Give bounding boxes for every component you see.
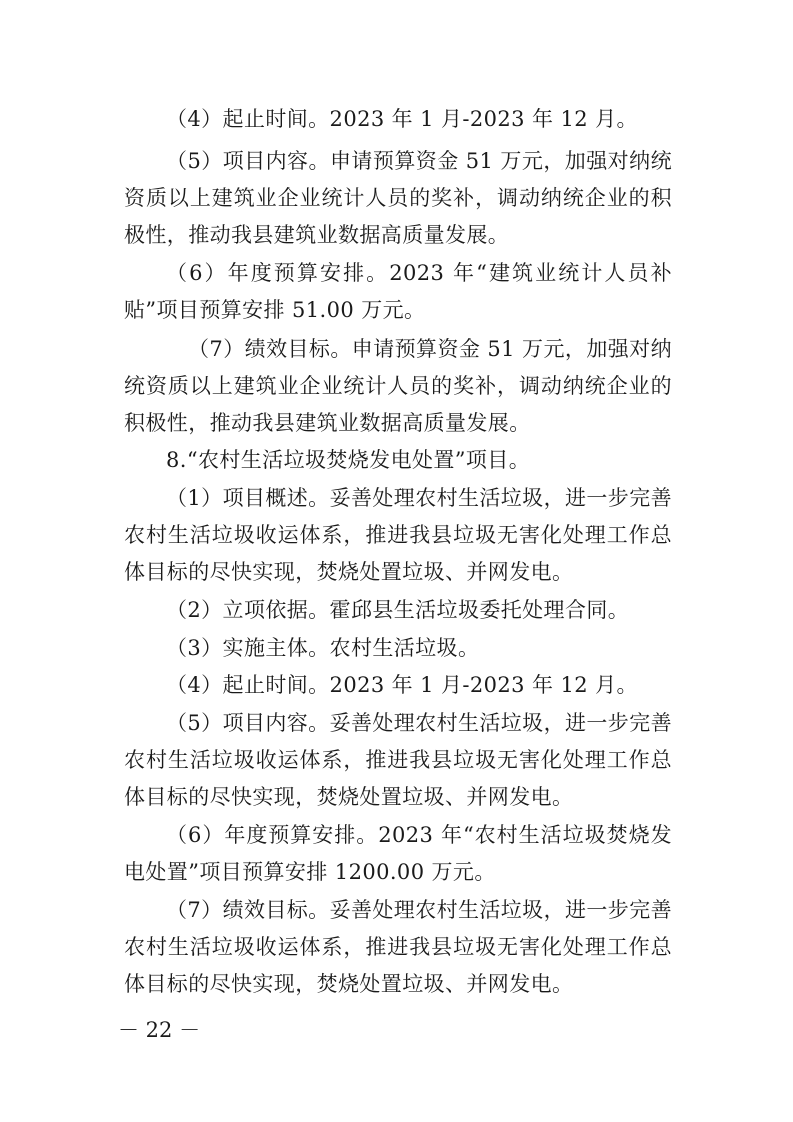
paragraph-start-end-time: （4）起止时间。2023 年 1 月-2023 年 12 月。 <box>166 107 638 131</box>
paragraph-annual-budget: （6）年度预算安排。2023 年“建筑业统计人员补贴”项目预算安排 51.00 万元。 <box>124 261 672 322</box>
paragraph-start-end-time-2: （4）起止时间。2023 年 1 月-2023 年 12 月。 <box>166 673 638 697</box>
section-heading-project-8: 8.“农村生活垃圾焚烧发电处置”项目。 <box>166 448 531 472</box>
paragraph-performance-goal-2: （7）绩效目标。妥善处理农村生活垃圾，进一步完善农村生活垃圾收运体系，推进我县垃圾无害化处理工作总体目标的尽快实现，焚烧处置垃圾、并网发电。 <box>124 898 672 996</box>
paragraph-project-overview: （1）项目概述。妥善处理农村生活垃圾，进一步完善农村生活垃圾收运体系，推进我县垃圾无害化处理工作总体目标的尽快实现，焚烧处置垃圾、并网发电。 <box>124 486 672 584</box>
paragraph-project-content-2: （5）项目内容。妥善处理农村生活垃圾，进一步完善农村生活垃圾收运体系，推进我县垃圾无害化处理工作总体目标的尽快实现，焚烧处置垃圾、并网发电。 <box>124 711 672 809</box>
paragraph-project-content: （5）项目内容。申请预算资金 51 万元，加强对纳统资质以上建筑业企业统计人员的奖补，调动纳统企业的积极性，推动我县建筑业数据高质量发展。 <box>124 149 672 247</box>
paragraph-performance-goal: （7）绩效目标。申请预算资金 51 万元，加强对纳统资质以上建筑业企业统计人员的奖补，调动纳统企业的积极性，推动我县建筑业数据高质量发展。 <box>124 337 672 435</box>
paragraph-implementing-body: （3）实施主体。农村生活垃圾。 <box>166 636 480 660</box>
paragraph-annual-budget-2: （6）年度预算安排。2023 年“农村生活垃圾焚烧发电处置”项目预算安排 1200.00 万元。 <box>124 823 672 884</box>
page-number: － 22 － <box>118 1018 201 1042</box>
paragraph-project-basis: （2）立项依据。霍邱县生活垃圾委托处理合同。 <box>166 598 630 622</box>
